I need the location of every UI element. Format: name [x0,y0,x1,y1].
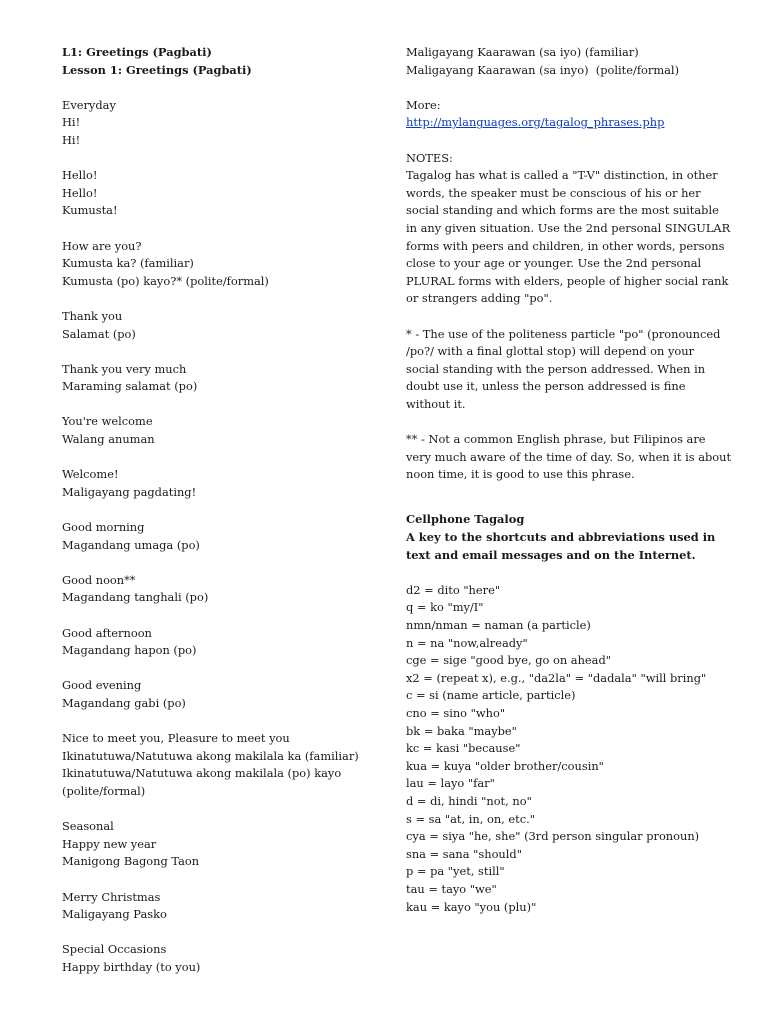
phrase-tl: Magandang tanghali (po) [62,590,209,605]
notes-line: social standing and which forms are the most suitable [406,203,719,218]
abbreviation-item: lau = layo "far" [406,776,495,791]
phrase-tl: Magandang hapon (po) [62,643,197,658]
notes-line: PLURAL forms with elders, people of higher social rank [406,273,729,288]
footnote-line: social standing with the person addressed. When in [406,361,706,376]
phrase-tl: Hello! [62,185,98,200]
phrase-tl: Ikinatutuwa/Natutuwa akong makilala (po) kayo [62,766,342,781]
phrase-tl: Salamat (po) [62,326,136,341]
phrase-tl: (polite/formal) [62,783,146,798]
abbreviation-item: kau = kayo "you (plu)" [406,899,537,914]
phrase-tl: Maraming salamat (po) [62,379,198,394]
phrase-en: Good evening [62,678,142,693]
phrase-en: Hi! [62,115,81,130]
phrase-en: Happy birthday (to you) [62,959,201,974]
lesson-heading: L1: Greetings (Pagbati) [62,45,212,59]
notes-line: or strangers adding "po". [406,291,553,306]
phrase-en: Hello! [62,168,98,183]
footnote-line: without it. [406,396,466,411]
phrase-en: You're welcome [62,414,153,429]
notes-line: close to your age or younger. Use the 2nd personal [406,256,702,271]
notes-line: in any given situation. Use the 2nd personal SINGULAR [406,220,731,235]
more-link[interactable]: http://mylanguages.org/tagalog_phrases.php [406,115,665,130]
right-column [406,44,732,916]
abbreviation-item: cno = sino "who" [406,705,506,720]
abbreviation-item: cge = sige "good bye, go on ahead" [406,653,611,668]
phrase-en: Good noon** [62,572,136,587]
phrase-tl: Ikinatutuwa/Natutuwa akong makilala ka (familiar) [62,748,359,763]
abbreviation-item: nmn/nman = naman (a particle) [406,618,591,632]
section-label: Seasonal [62,819,114,834]
phrase-en: Good afternoon [62,625,152,640]
abbreviation-item: sna = sana "should" [406,846,522,861]
phrase-en: Thank you [62,308,123,323]
abbreviation-item: p = pa "yet, still" [406,864,505,879]
footnote-line: ** - Not a common English phrase, but Filipinos are [406,432,706,447]
abbreviation-item: c = si (name article, particle) [406,688,576,703]
phrase-tl: Maligayang Kaarawan (sa inyo) (polite/formal) [406,62,680,77]
footnote-line: * - The use of the politeness particle "po" (pronounced [406,326,721,341]
abbreviation-list [406,582,708,916]
phrase-tl: Maligayang pagdating! [62,484,197,499]
footnote-line: noon time, it is good to use this phrase. [406,467,635,482]
footnote-double-star [406,431,732,484]
phrase-en: How are you? [62,238,142,253]
abbreviation-item: kc = kasi "because" [406,741,521,756]
phrase-en: Welcome! [62,467,119,482]
phrase-tl: Kumusta (po) kayo?* (polite/formal) [62,273,269,288]
phrase-tl: Kumusta! [62,203,118,218]
footnote-line: very much aware of the time of day. So, when it is about [406,449,732,464]
footnote-single-star [406,326,721,414]
phrase-en: Nice to meet you, Pleasure to meet you [62,731,290,746]
phrase-en: Good morning [62,520,145,535]
abbreviation-item: d = di, hindi "not, no" [406,793,532,808]
abbreviation-item: tau = tayo "we" [406,881,497,896]
section-label: Special Occasions [62,942,167,957]
notes-paragraph [406,167,731,308]
phrase-tl: Magandang gabi (po) [62,695,186,710]
abbreviation-item: cya = siya "he, she" (3rd person singular pronoun) [406,829,700,844]
abbreviation-item: q = ko "my/I" [406,600,484,615]
notes-line: forms with peers and children, in other words, persons [406,238,725,253]
footnote-line: /po?/ with a final glottal stop) will depend on your [406,344,695,359]
cellphone-subtitle: A key to the shortcuts and abbreviations used in [406,530,716,545]
more-label: More: [406,97,441,112]
footnote-line: doubt use it, unless the person addressed is fine [406,379,686,394]
phrase-tl: Kumusta ka? (familiar) [62,256,194,271]
abbreviation-item: bk = baka "maybe" [406,723,517,738]
cellphone-title: Cellphone Tagalog [406,512,525,527]
phrase-tl: Maligayang Kaarawan (sa iyo) (familiar) [406,45,639,59]
abbreviation-item: s = sa "at, in, on, etc." [406,811,535,826]
phrase-en: Thank you very much [62,361,187,376]
notes-line: Tagalog has what is called a "T-V" distinction, in other [406,168,718,183]
phrase-tl: Magandang umaga (po) [62,537,200,552]
phrase-tl: Maligayang Pasko [62,907,167,922]
abbreviation-item: n = na "now,already" [406,635,528,650]
left-column [62,44,362,976]
phrase-en: Merry Christmas [62,889,161,904]
phrase-tl: Manigong Bagong Taon [62,854,200,869]
abbreviation-item: d2 = dito "here" [406,582,501,597]
abbreviation-item: kua = kuya "older brother/cousin" [406,758,604,773]
notes-line: words, the speaker must be conscious of his or her [406,185,701,200]
phrase-tl: Walang anuman [62,432,155,447]
notes-label: NOTES: [406,150,453,165]
lesson-title: Lesson 1: Greetings (Pagbati) [62,62,252,77]
cellphone-subtitle: text and email messages and on the Internet. [406,547,696,562]
phrase-en: Everyday [62,97,116,112]
abbreviation-item: x2 = (repeat x), e.g., "da2la" = "dadala" "will bring" [406,670,707,685]
phrase-tl: Hi! [62,132,81,147]
phrase-en: Happy new year [62,836,157,851]
